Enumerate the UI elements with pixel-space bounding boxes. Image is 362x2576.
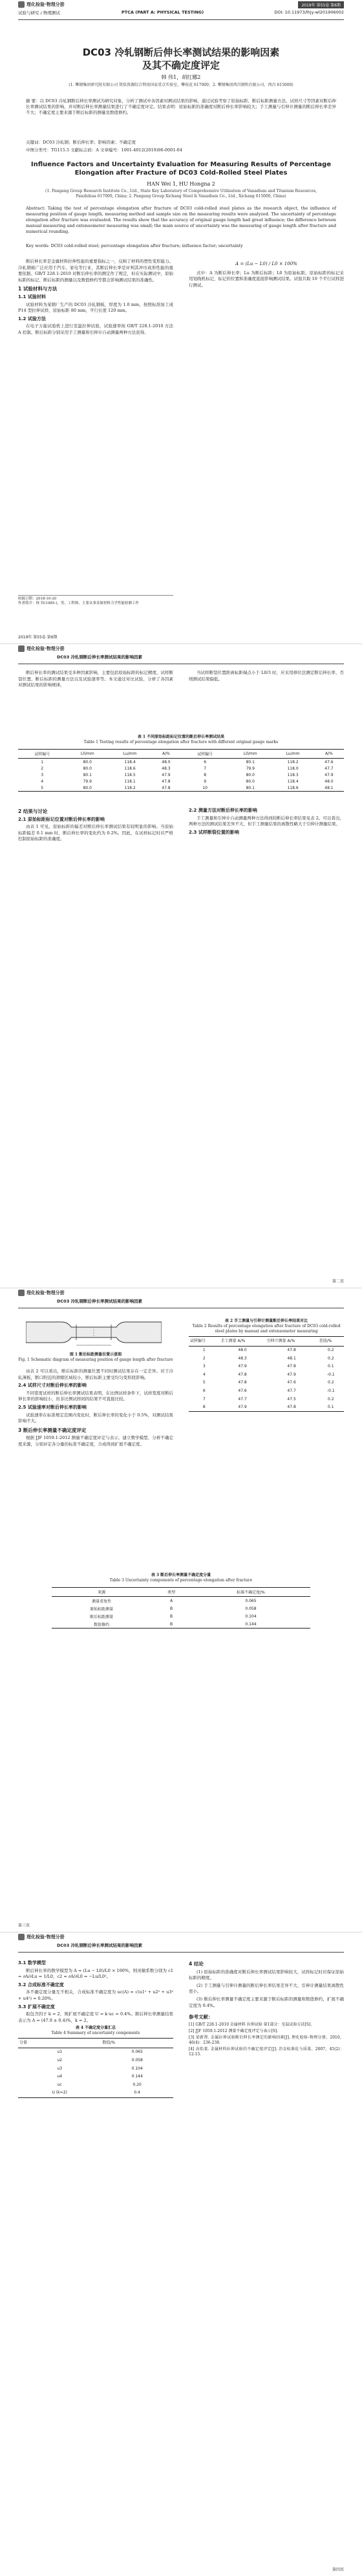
table-4-caption (18, 2026, 173, 2036)
section-2-heading: 2 结果与讨论 (18, 808, 48, 814)
table-cell: 0.144 (191, 1620, 310, 1629)
p3-left-column (18, 1369, 173, 1448)
table-cell: 0.2 (328, 1380, 334, 1385)
table-header-cell: A/% (314, 750, 344, 759)
table-cell: 0.2 (328, 1356, 334, 1361)
section-2-1-heading: 2.1 原始标距标记位置对断后伸长率的影响 (18, 816, 105, 822)
table-cell: 47.8 (151, 785, 181, 792)
table-row (189, 1370, 344, 1379)
table-cell: -0.1 (326, 1389, 335, 1394)
page-header (18, 9, 344, 20)
table-row (18, 2048, 173, 2056)
table-cell: 47.8 (162, 779, 171, 784)
table-cell: 80.0 (66, 785, 109, 792)
table-cell: 0.104 (245, 1614, 257, 1619)
table-cell: 47.9 (220, 1403, 266, 1412)
footnote: 收稿日期：2018-10-20 作者简介：韩 伟(1985-)，男，工程师，主要从事金属材料力学性能检测工作 (18, 595, 173, 606)
table-cell: B (151, 1620, 191, 1629)
table-row (18, 759, 344, 766)
table-cell: 0.1 (328, 1364, 334, 1369)
section-3-3-text: 取包含因子 k = 2，则扩展不确定度 U = k·uc = 0.4%。断后伸长率测量结果表示为 A = (47.9 ± 0.4)%，k = 2。 (18, 2011, 173, 2023)
p2-right-column (189, 806, 344, 837)
page-number-2: 第二页 (332, 1279, 344, 1284)
table-cell: 118.5 (124, 772, 136, 777)
table-cell: 47.6 (325, 759, 334, 764)
table-cell: 118.6 (124, 766, 136, 771)
figure-1-caption (18, 1352, 173, 1363)
p1-right-column (189, 259, 344, 288)
table-1-caption (18, 735, 344, 745)
section-2-4-heading: 2.4 试样尺寸对断后伸长率的影响 (18, 1383, 87, 1389)
issue-badge: 2019年 第55卷 第6期 (298, 1, 344, 8)
table-cell: 47.9 (287, 1372, 296, 1377)
journal-logo (18, 645, 65, 652)
conclusion-item: (1) 原始标距的准确度对断后伸长率测试结果影响较大，试样标记时应保证原始标距的精度。 (189, 1969, 344, 1981)
section-2-1-text: 由表 1 可见，原始标距的偏差对断后伸长率测试结果有较明显的影响。当原始标距偏差 0.1 mm 时，断后伸长率的变化约为 0.2%。因此，在试样标记时应严格控制原始标距的准确度。 (18, 824, 173, 842)
table-row (189, 1346, 344, 1354)
table-cell: 5 (202, 1380, 206, 1385)
table-cell: 3 (202, 1364, 206, 1369)
table-cell: 80.0 (246, 779, 255, 784)
table-row (52, 1612, 310, 1620)
table-cell: 2 (202, 1356, 206, 1361)
page-header (18, 653, 344, 664)
header-title-cn: DC03 冷轧钢断后伸长率测试结果的影响因素 (57, 1299, 142, 1304)
table-cell: 9 (204, 779, 207, 784)
page-header (18, 1942, 344, 1953)
table-cell: 47.6 (287, 1380, 296, 1385)
table-4-caption-cn: 表 4 不确定度分量汇总 (75, 2026, 116, 2031)
table-cell: 80.1 (83, 772, 92, 777)
journal-logo (18, 1, 65, 8)
table-cell: 2 (41, 766, 44, 771)
section-2-4-text: 不同宽度试样的断后伸长率测试结果表明，在比例试样条件下，试样宽度对断后伸长率的影响较小，但非比例试样间的结果不可直接比较。 (18, 1390, 173, 1402)
table-cell: 6 (202, 1389, 206, 1394)
table-cell: 0.065 (131, 2050, 143, 2055)
table-cell: 47.8 (287, 1348, 296, 1353)
table-cell: 测量重复性 (92, 1599, 112, 1604)
intro-paragraph: 断后伸长率是金属材料拉伸性能的重要指标之一，反映了材料的塑性变形能力。冷轧钢板广泛应用于汽车、家电等行业，其断后伸长率是评判其冲压成形性能的重要依据。GB/T 228.1-2010 对断后伸长率的测定作了规定，但在实际测试中，原始标距的标记、断后标距的测量以及数值修约等都会影响测试结果的准确性。 (18, 259, 173, 283)
section-4-heading: 4 结论 (189, 1961, 204, 1967)
table-cell: B (170, 1614, 173, 1619)
table-header-cell: 数值/% (101, 2039, 173, 2048)
section-3-text: 根据 JJF 1059.1-2012 测量不确定度评定与表示，建立数学模型，分析不确定度来源，分别评定各分量的标准不确定度，合成得到扩展不确定度。 (18, 1435, 173, 1447)
table-cell: 80.0 (83, 766, 92, 771)
section-3-2-text: 各不确定度分量互不相关，合成标准不确定度为 uc(A) = √(u1² + u2² + u3² + u4²) = 0.20%。 (18, 1989, 173, 2001)
section-1-1-text: 试验材料为某钢厂生产的 DC03 冷轧钢板，厚度为 1.0 mm，按照标准加工成 P14 型拉伸试样，原始标距 80 mm，平行长度 120 mm。 (18, 301, 173, 314)
section-1-2-text: 在电子万能试验机上进行室温拉伸试验，试验速率按 GB/T 228.1-2010 方法 A 控制。断后标距分别采用手工测量和引伸计自动测量两种方法获得。 (18, 323, 173, 335)
table-row (18, 772, 344, 778)
table-row (189, 1354, 344, 1363)
table-header-cell: 分量 (18, 2039, 101, 2048)
table-header-cell: 试样编号 (18, 750, 66, 759)
table-cell: 0.144 (131, 2074, 143, 2079)
formula-explanation: 式中：A 为断后伸长率；Lu 为断后标距；L0 为原始标距。原始标距的标记采用划线机标记，标记的位置和准确度直接影响测试结果。试验共取 10 个平行试样进行测试。 (189, 270, 344, 288)
table-cell: 7 (204, 766, 207, 771)
table-2-caption-cn: 表 2 手工测量与引伸计测量断后伸长率结果对比 (224, 1319, 308, 1323)
table-1 (18, 749, 344, 792)
reference-list (189, 2022, 344, 2057)
section-2-3-heading: 2.3 试样断裂位置的影响 (189, 829, 239, 835)
table-cell: 47.5 (287, 1396, 296, 1402)
section-2-2-text: 手工测量和引伸计自动测量两种方法得到的断后伸长率结果见表 2。可以看出，两种方法的测试结果差异不大，但手工测量结果的离散性略大于引伸计测量结果。 (189, 815, 344, 827)
table-row (18, 785, 344, 792)
header-doi: DOI: 10.11973/lhjy-wl201906002 (274, 10, 344, 15)
title-cn-line1: DC03 冷轧钢断后伸长率测试结果的影响因素 (82, 47, 280, 58)
table-cell: u4 (57, 2074, 63, 2079)
figure-1-caption-en: Fig. 1 Schematic diagram of measuring position of gauge length after fracture (18, 1358, 173, 1362)
reference-item: [4] 高怡斐. 金属材料拉伸试验的不确定度评定[J]. 冶金标准化与质量，2007，45(2)：12-15. (189, 2046, 344, 2057)
page-1 (0, 0, 362, 644)
section-3-2-heading: 3.2 合成标准不确定度 (18, 1982, 64, 1987)
section-2-2-heading: 2.2 测量方法对断后伸长率的影响 (189, 808, 257, 813)
table-row (18, 2057, 173, 2065)
table-cell: 47.7 (325, 766, 334, 771)
header-title-cn: DC03 冷轧钢断后伸长率测试结果的影响因素 (57, 655, 142, 660)
table-cell: u1 (57, 2050, 63, 2055)
table-cell: 47.7 (238, 1396, 247, 1402)
table-cell: 原始标距测量 (90, 1607, 114, 1612)
table-cell: 0.065 (245, 1598, 257, 1603)
table-cell: 47.9 (238, 1364, 247, 1369)
table-2 (189, 1336, 344, 1412)
table-header-cell: L0/mm (66, 750, 109, 759)
table-cell: 80.0 (246, 772, 255, 777)
section-3-heading: 3 断后伸长率测量不确定度评定 (18, 1427, 87, 1433)
table-cell: 47.7 (287, 1389, 296, 1394)
table-row (189, 1387, 344, 1396)
table-header-cell: 来源 (52, 1588, 151, 1597)
logo-mark-icon (18, 1, 25, 8)
table-4-caption-en: Table 4 Summary of uncertainty components (51, 2031, 140, 2036)
table-header-cell: 试样编号 (189, 1337, 220, 1347)
abstract-en: Abstract: Taking the test of percentage elongation after fracture of DC03 cold-rolled steel plates as the research object, the influence of measuring position of gauge length, measuring method and sample size on the measuring results were analyzed. The uncertainty of percentage elongation after fracture was evaluated. The results show that the accuracy of original gauge length had great influence; the difference between manual measuring and extensometer measuring was small; the main source of uncertainty was the measuring of gauge length after fracture and numerical rounding. (26, 206, 336, 234)
table-cell: 48.0 (325, 779, 334, 784)
table-cell: 118.2 (287, 759, 299, 764)
figure-1-caption-cn: 图 1 断后标距测量位置示意图 (69, 1352, 122, 1357)
keywords-cn: 关键词：DC03 冷轧钢；断后伸长率；影响因素；不确定度 (26, 140, 136, 145)
section-2-5-heading: 2.5 试验速率对断后伸长率的影响 (18, 1404, 87, 1410)
table-cell: A (170, 1598, 173, 1603)
table-row (189, 1379, 344, 1387)
table-cell: 0.2 (328, 1396, 334, 1402)
table-cell: 118.4 (124, 759, 136, 764)
page-number-1: 2019年 第55卷 第6期 (18, 635, 58, 640)
table-cell: 118.2 (109, 785, 151, 792)
p4-right-column (189, 1958, 344, 2059)
table-cell: 47.8 (238, 1380, 247, 1385)
table-2-caption (189, 1319, 344, 1334)
title-cn-line2: 及其不确定度评定 (142, 60, 220, 71)
table-cell: 47.8 (238, 1372, 247, 1377)
p2-left-column (18, 806, 173, 843)
table-cell: 0.058 (131, 2058, 143, 2063)
page-4 (0, 1932, 362, 2576)
table-cell: 0.4 (101, 2089, 173, 2097)
reference-item: [2] JJF 1059.1-2012 测量不确定度评定与表示[S]. (189, 2028, 279, 2033)
table-header-cell: 差值/% (318, 1337, 344, 1347)
table-cell: 79.9 (246, 766, 255, 771)
table-cell: 5 (18, 785, 66, 792)
table-cell: 10 (181, 785, 229, 792)
table-header-cell: 试样编号 (181, 750, 229, 759)
title-en: Influence Factors and Uncertainty Evaluation for Measuring Results of Percentage Elongation after Fracture of DC03 Cold-Rolled Steel Plates (30, 161, 332, 177)
table-cell: 48.1 (314, 785, 344, 792)
table-3-caption (18, 1573, 344, 1583)
p1-left-column (18, 259, 173, 336)
section-2-5-text: 试验速率在标准规定范围内变化时，断后伸长率的变化小于 0.5%，对测试结果影响不大。 (18, 1412, 173, 1424)
p3-left-text: 由表 2 可以看出，断后标距的测量位置不同时测试结果存在一定差异。对于冷轧薄板，断口附近的颈缩区域较小，断后标距主要受均匀变形段影响。 (18, 1369, 173, 1380)
table-row (189, 1363, 344, 1371)
logo-mark-icon (18, 1290, 25, 1296)
table-cell: 0.058 (245, 1606, 257, 1611)
table-header-cell: Lu/mm (109, 750, 151, 759)
table-cell: 断后标距测量 (90, 1614, 114, 1619)
table-row (18, 2089, 173, 2097)
table-cell: B (170, 1606, 173, 1611)
logo-mark-icon (18, 645, 25, 652)
table-cell: 0.1 (318, 1403, 344, 1412)
table-cell: -0.1 (326, 1372, 335, 1377)
table-cell: 47.8 (266, 1403, 318, 1412)
section-3-1-text: 断后伸长率的数学模型为 A = (Lu − L0)/L0 × 100%，则灵敏系数分别为 c1 = ∂A/∂Lu = 1/L0，c2 = ∂A/∂L0 = −Lu/L0²。 (18, 1967, 173, 1980)
table-1-caption-cn: 表 1 不同原始标距标记位置的断后伸长率测试结果 (137, 735, 225, 739)
reference-item: [1] GB/T 228.1-2010 金属材料 拉伸试验 第1部分：室温试验方法[S]. (189, 2022, 312, 2027)
table-cell: 0.2 (328, 1348, 334, 1353)
table-cell: 118.0 (287, 766, 299, 771)
elongation-formula: A = (Lu − L0) / L0 × 100% (235, 261, 297, 266)
table-cell: 47.9 (162, 772, 171, 777)
table-row (189, 1403, 344, 1412)
table-cell: 4 (41, 779, 44, 784)
table-cell: 48.1 (287, 1356, 296, 1361)
journal-brand: 理化检验·物理分册 (27, 2, 65, 7)
page-header (18, 1297, 344, 1308)
reference-item: [3] 梁新帮. 金属拉伸试验断后伸长率测定的影响因素[J]. 理化检验-物理分册，2010，46(4)：236-238. (189, 2035, 344, 2045)
header-journal-en: PTCA (PART A: PHYSICAL TESTING) (122, 10, 204, 15)
conclusion-item: (3) 断后伸长率测量不确定度主要来源于断后标距的测量和数值修约，扩展不确定度为 0.4%。 (189, 1996, 344, 2008)
table-row (18, 2073, 173, 2081)
table-cell: 118.4 (287, 779, 299, 784)
table-cell: 47.9 (325, 772, 334, 777)
authors-en: HAN Wei 1, HU Hongna 2 (147, 181, 215, 187)
table-header-cell: 引伸计测量 A/% (266, 1337, 318, 1347)
section-3-1-heading: 3.1 数学模型 (18, 1960, 46, 1965)
table-cell: 1 (41, 759, 44, 764)
table-row (18, 778, 344, 785)
table-header-cell: 标准不确定度/% (191, 1588, 310, 1597)
table-cell: 48.0 (238, 1348, 247, 1353)
section-1-2-heading: 1.2 试验方法 (18, 316, 46, 321)
abstract-cn: 摘 要：以 DC03 冷轧钢断后伸长率测试为研究对象，分析了测试中各因素对测试结果的影响，通过试验考察了原始标距、断后标距测量方法、试样尺寸等因素对断后伸长率测试结果的影响，并对断后伸长率测量结果进行了不确定度评定。结果表明：原始标距的准确度对断后伸长率影响较大；手工测量与引伸计测量的断后伸长率差异不大；不确定度主要来源于断后标距的测量及数值修约。 (26, 98, 336, 115)
affiliation-en: (1. Pangang Group Research Institute Co., Ltd., State Key Laboratory of Comprehensive Utilization of Vanadium and Titanium Resources, Panzhihua 617000, China; 2. Pangang Group Xichang Steel & Vanadium Co., Ltd., Xichang 615000, China) (45, 189, 317, 199)
journal-brand: 理化检验·物理分册 (27, 1934, 65, 1940)
table-3-caption-cn: 表 3 断后伸长率测量不确定度分量 (151, 1573, 211, 1577)
p4-left-column (18, 1958, 173, 2098)
journal-logo (18, 1290, 65, 1296)
table-cell: 3 (41, 772, 44, 777)
figure-1-specimen (26, 1317, 162, 1348)
table-cell: 8 (189, 1403, 220, 1412)
p2-top-right (189, 670, 344, 682)
table-cell: 数值修约 (52, 1620, 151, 1629)
table-cell: 1 (202, 1348, 206, 1353)
authors-cn: 韩 伟1，胡红娜2 (161, 74, 201, 80)
table-4 (18, 2038, 173, 2097)
page-number-4: 第四页 (332, 2568, 344, 2572)
table-header-cell: 类型 (151, 1588, 191, 1597)
conclusion-list (189, 1969, 344, 2009)
table-cell: 0.20 (133, 2082, 142, 2087)
table-header-cell: 手工测量 A/% (220, 1337, 266, 1347)
table-cell: 6 (204, 759, 207, 764)
table-cell: 118.3 (287, 772, 299, 777)
table-row (52, 1605, 310, 1612)
conclusion-item: (2) 手工测量与引伸计测量的断后伸长率结果差异不大，引伸计测量结果离散性更小。 (189, 1982, 344, 1995)
table-cell: 118.1 (124, 779, 136, 784)
table-cell: 79.9 (83, 779, 92, 784)
table-cell: 80.1 (229, 785, 272, 792)
p2-right-text: 当试样断裂位置距离标距端点小于 L0/3 时，应采用移位法测定断后伸长率，否则测试结果偏低。 (189, 670, 344, 682)
table-header-cell: L0/mm (229, 750, 272, 759)
table-cell: 7 (202, 1396, 206, 1402)
table-cell: 4 (202, 1372, 206, 1377)
p2-intro-text: 断后伸长率的测试结果受多种因素影响，主要包括原始标距的标记精度、试样断裂位置、断后标距的测量方法以及试验速率等。本文通过对比试验，分析了各因素对测试结果的影响规律。 (18, 670, 173, 688)
table-3-caption-en: Table 3 Uncertainty components of percentage elongation after fracture (109, 1578, 253, 1583)
journal-brand: 理化检验·物理分册 (27, 646, 65, 651)
p3-right-column (189, 1317, 344, 1412)
table-header-cell: A/% (151, 750, 181, 759)
page-2 (0, 644, 362, 1288)
section-1-1-heading: 1.1 试验材料 (18, 294, 46, 299)
section-1-heading: 1 试验材料与方法 (18, 286, 58, 292)
table-cell: u3 (57, 2066, 63, 2071)
table-1-caption-en: Table 1 Testing results of percentage elongation after fracture with different original gauge marks (83, 740, 279, 744)
classification-line: 中图分类号：TG115.5 文献标志码：A 文章编号：1001-4012(2019)06-0001-04 (26, 147, 182, 153)
header-title-cn: DC03 冷轧钢断后伸长率测试结果的影响因素 (57, 1943, 142, 1948)
table-cell: 0.104 (131, 2066, 143, 2071)
affiliation-cn: (1. 攀钢集团研究院有限公司 钒钛资源综合利用国家重点实验室，攀枝花 617000；2. 攀钢集团西昌钢钒有限公司，西昌 615000) (69, 83, 293, 87)
table-row (189, 1395, 344, 1403)
table-row (52, 1620, 310, 1629)
table-row (18, 765, 344, 772)
table-cell: 80.0 (83, 759, 92, 764)
page-3 (0, 1288, 362, 1932)
journal-brand: 理化检验·物理分册 (27, 1290, 65, 1295)
table-row (18, 2064, 173, 2073)
p2-top-left (18, 670, 173, 689)
table-cell: 48.3 (238, 1356, 247, 1361)
table-cell: 118.6 (272, 785, 314, 792)
section-3-3-heading: 3.3 扩展不确定度 (18, 2004, 55, 2009)
table-cell: 47.8 (287, 1364, 296, 1369)
table-cell: 8 (204, 772, 207, 777)
page-number-3: 第三页 (18, 1923, 30, 1928)
table-cell: u2 (57, 2058, 63, 2063)
table-cell: uc (57, 2082, 62, 2087)
table-cell: U (k=2) (18, 2089, 101, 2097)
logo-mark-icon (18, 1934, 25, 1940)
table-cell: 48.3 (162, 766, 171, 771)
table-cell: 47.6 (238, 1389, 247, 1394)
table-2-caption-en: Table 2 Results of percentage elongation after fracture of DC03 cold-rolled steel plates by manual and extensometer measuring (192, 1324, 341, 1334)
references-heading: 参考文献： (189, 2014, 213, 2020)
table-row (52, 1597, 310, 1605)
table-header-cell: Lu/mm (272, 750, 314, 759)
table-cell: 48.0 (162, 759, 171, 764)
table-cell: 80.1 (246, 759, 255, 764)
header-journal-cn: 试验与研究 / 物理测试 (18, 10, 60, 16)
table-3 (52, 1587, 310, 1629)
table-row (18, 2081, 173, 2089)
keywords-en: Key words: DC03 cold-rolled steel; percentage elongation after fracture; influence factor; uncertainty (26, 243, 243, 248)
journal-logo (18, 1934, 65, 1940)
